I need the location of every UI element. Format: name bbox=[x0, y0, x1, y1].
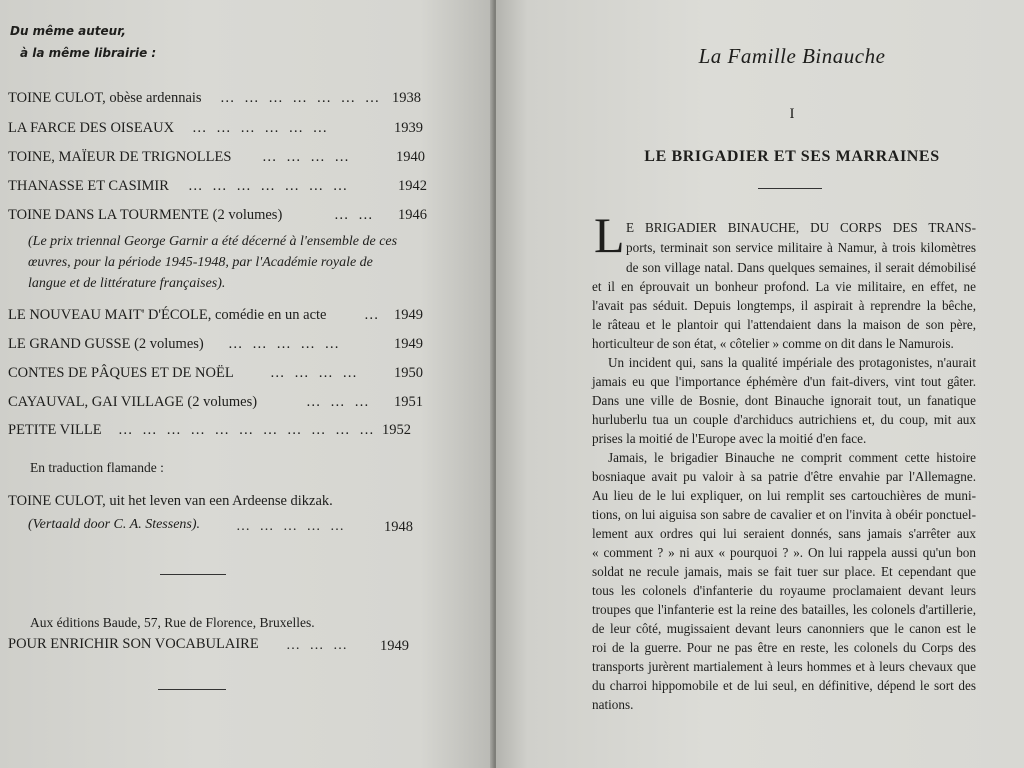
work-title: TOINE DANS LA TOURMENTE (2 volumes) bbox=[8, 207, 283, 223]
text-line: Au lieu de le lui expliquer, on lui remplit ses cartouchières de muni- bbox=[592, 488, 976, 503]
work-year: 1938 bbox=[392, 90, 421, 106]
text-line: tions, on lui aiguisa son sabre de cavalier et on l'invita à obéir ponctuel- bbox=[592, 507, 976, 522]
work-entry bbox=[8, 363, 423, 383]
text-line: jamais eu que l'importance éphémère d'un fait-divers, vint tout gâter. bbox=[592, 374, 976, 389]
right-page bbox=[496, 0, 1024, 768]
text-line: et il en éprouvait un bonheur profond. La vie militaire, en effet, ne bbox=[592, 279, 976, 294]
work-title: CAYAUVAL, GAI VILLAGE (2 volumes) bbox=[8, 394, 258, 410]
translation-title: TOINE CULOT, uit het leven van een Ardeense dikzak. bbox=[8, 493, 333, 509]
work-entry bbox=[8, 118, 423, 138]
leader-dots: … … … … … bbox=[228, 336, 342, 352]
work-entry bbox=[8, 392, 423, 412]
leader-dots: … … … … bbox=[270, 365, 360, 381]
leader-dots: … … … … … … … bbox=[188, 178, 351, 194]
leader-dots: … … … … … … bbox=[192, 120, 331, 136]
work-title: LA FARCE DES OISEAUX bbox=[8, 120, 175, 136]
translation-heading: En traduction flamande : bbox=[30, 460, 164, 475]
text-line: lement aux ordres qui lui seraient donnés, sans jamais s'arrêter aux bbox=[592, 526, 976, 541]
work-entry bbox=[8, 88, 421, 108]
work-title: CONTES DE PÂQUES ET DE NOËL bbox=[8, 365, 234, 381]
text-line: de son village natal. Dans quelques semaines, il serait démobilisé bbox=[626, 260, 976, 275]
header-line-1: Du même auteur, bbox=[10, 24, 126, 38]
work-year: 1950 bbox=[394, 365, 423, 381]
work-year: 1949 bbox=[394, 336, 423, 352]
text-line: troupes que l'infanterie est la reine des batailles, les colonels d'artillerie, bbox=[592, 602, 976, 617]
text-line: hurluberlu tua un couple d'archiducs autrichiens et, du coup, mit aux bbox=[592, 412, 976, 427]
work-year: 1949 bbox=[394, 307, 423, 323]
leader-dots: … … … … … bbox=[236, 519, 347, 534]
text-line: roi de la guerre. Pour ne pas être en reste, les colonels du Corps des bbox=[592, 640, 976, 655]
work-title: TOINE, MAÏEUR DE TRIGNOLLES bbox=[8, 149, 232, 165]
text-line: E BRIGADIER BINAUCHE, DU CORPS DES TRANS- bbox=[626, 220, 976, 235]
text-line: bosniaque avait pu valoir à sa patrie d'être envahie par l'Allemagne. bbox=[592, 469, 976, 484]
leader-dots: … … … bbox=[306, 394, 372, 410]
work-entry bbox=[8, 176, 427, 196]
publisher-line: Aux éditions Baude, 57, Rue de Florence, Bruxelles. bbox=[30, 615, 315, 630]
work-entry bbox=[8, 420, 411, 440]
text-line: horticulteur de son état, « côtelier » comme on dit dans le Namurois. bbox=[592, 336, 954, 351]
prize-note: (Le prix triennal George Garnir a été décerné à l'ensemble de ces œuvres, pour la période 1945-1948, par l'Académie royale de langue et de littérature françaises). bbox=[28, 234, 398, 291]
text-line: tous les colonels d'infanterie du royaume proclamaient devant leurs bbox=[592, 583, 976, 598]
leader-dots: … … bbox=[334, 207, 376, 223]
text-line: Jamais, le brigadier Binauche ne comprit comment cette histoire bbox=[608, 450, 976, 465]
work-entry bbox=[8, 334, 423, 354]
work-year: 1946 bbox=[398, 207, 427, 223]
work-title: PETITE VILLE bbox=[8, 422, 102, 438]
work-year: 1951 bbox=[394, 394, 423, 410]
separator-line bbox=[160, 574, 226, 575]
translation-year: 1948 bbox=[384, 519, 413, 535]
leader-dots: … … … bbox=[286, 638, 350, 653]
text-line: prises la moitié de l'Europe avec la moitié d'en face. bbox=[592, 431, 867, 446]
leader-dots: … bbox=[364, 307, 382, 323]
vocab-title: POUR ENRICHIR SON VOCABULAIRE bbox=[8, 636, 259, 652]
work-year: 1952 bbox=[382, 422, 411, 438]
separator-line bbox=[758, 188, 822, 189]
left-page bbox=[0, 0, 494, 768]
separator-line bbox=[158, 689, 226, 690]
chapter-number: I bbox=[789, 106, 795, 122]
text-line: soldat ne recule jamais, mais se fait tuer sur place. Et cependant que bbox=[592, 564, 976, 579]
leader-dots: … … … … … … … bbox=[220, 90, 383, 106]
work-entry bbox=[8, 205, 427, 225]
header-line-2: à la même librairie : bbox=[20, 46, 157, 60]
translation-credit: (Vertaald door C. A. Stessens). bbox=[28, 517, 201, 532]
section-title: LE BRIGADIER ET SES MARRAINES bbox=[644, 148, 940, 165]
text-line: Dans une ville de Bosnie, dont Binauche ignorait tout, un fanatique bbox=[592, 393, 976, 408]
text-line: l'avait pas séduit. Depuis longtemps, il aspirait à reprendre la bêche, bbox=[592, 298, 976, 313]
leader-dots: … … … … bbox=[262, 149, 352, 165]
work-entry bbox=[8, 147, 425, 167]
text-line: « comment ? » ni aux « pourquoi ? ». On lui rappela aussi qu'un bon bbox=[592, 545, 976, 560]
work-title: LE NOUVEAU MAIT' D'ÉCOLE, comédie en un acte bbox=[8, 307, 327, 323]
text-line: de leur côté, mugissaient devant leurs canonniers que le canon est le bbox=[592, 621, 976, 636]
work-title: TOINE CULOT, obèse ardennais bbox=[8, 90, 202, 106]
leader-dots: … … … … … … … … … … … bbox=[118, 422, 377, 438]
text-line: nations. bbox=[592, 697, 634, 712]
text-line: ports, terminait son service militaire à Namur, à trois kilomètres bbox=[626, 240, 976, 255]
work-title: THANASSE ET CASIMIR bbox=[8, 178, 169, 194]
work-title: LE GRAND GUSSE (2 volumes) bbox=[8, 336, 204, 352]
text-line: Un incident qui, sans la qualité impériale des protagonistes, n'aurait bbox=[608, 355, 976, 370]
chapter-title: La Famille Binauche bbox=[698, 44, 886, 68]
work-year: 1939 bbox=[394, 120, 423, 136]
text-line: du charroi hippomobile et de lui seul, en définitive, dépend le sort des bbox=[592, 678, 976, 693]
text-line: le râteau et le plantoir qui l'attendaient dans la maison de son père, bbox=[592, 317, 976, 332]
work-year: 1940 bbox=[396, 149, 425, 165]
work-entry bbox=[8, 305, 423, 325]
drop-cap: L bbox=[594, 207, 625, 263]
vocab-year: 1949 bbox=[380, 638, 409, 654]
work-year: 1942 bbox=[398, 178, 427, 194]
text-line: transports jurèrent martialement à leurs hommes et à leurs chevaux que bbox=[592, 659, 976, 674]
